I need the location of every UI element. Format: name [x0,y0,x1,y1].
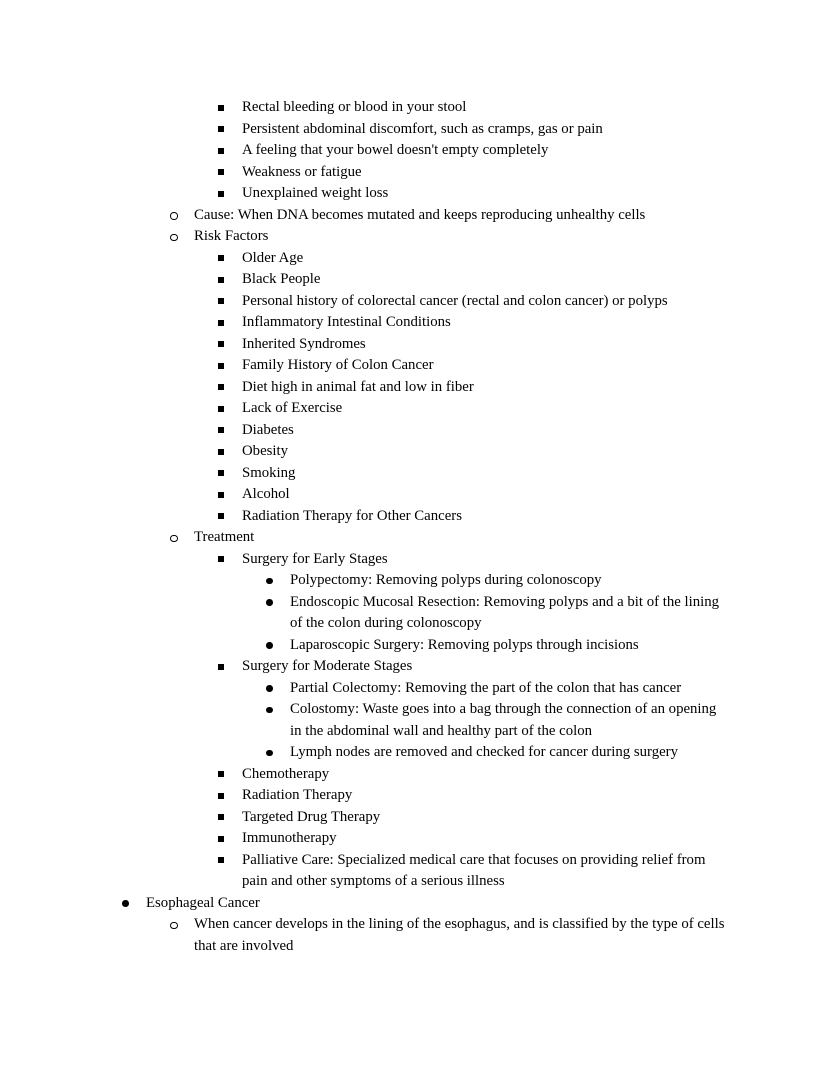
list-item [218,162,730,184]
list-item [266,635,730,657]
square-bullet-icon [218,807,242,821]
list-item-text: Persistent abdominal discomfort, such as cramps, gas or pain [242,120,603,137]
square-bullet-icon [218,97,242,111]
list-item-text: Treatment [194,529,255,545]
list-item [218,355,730,377]
list-item-text: Unexplained weight loss [242,185,389,201]
square-bullet-icon [218,140,242,154]
circle-bullet-icon [170,226,194,241]
list-item-text: Lack of Exercise [242,400,343,416]
list-item [218,377,730,399]
list-item-text: Endoscopic Mucosal Resection: Removing polyps and a bit of the lining of the colon during colonoscopy [290,593,720,631]
list-item [218,334,730,356]
square-bullet-icon [218,828,242,842]
list-item-text: Polypectomy: Removing polyps during colonoscopy [290,572,602,588]
list-item-text: Older Age [242,249,304,266]
list-item-text: Black People [242,271,321,287]
list-item [218,463,730,485]
list-item-text: Inherited Syndromes [242,335,366,352]
square-bullet-icon [218,334,242,348]
list-item-text: Immunotherapy [242,830,337,846]
square-bullet-icon [218,484,242,498]
list-item-text: Family History of Colon Cancer [242,357,434,373]
square-bullet-icon [218,441,242,455]
list-item-text: Personal history of colorectal cancer (rectal and colon cancer) or polyps [242,292,668,309]
square-bullet-icon [218,656,242,670]
list-item [170,226,730,248]
list-item [218,140,730,162]
list-item-text: Surgery for Early Stages [242,550,388,567]
list-item-text: Partial Colectomy: Removing the part of the colon that has cancer [290,679,682,696]
list-item [218,828,730,850]
list-item-text: Laparoscopic Surgery: Removing polyps through incisions [290,636,639,653]
disc-bullet-icon [266,570,290,584]
list-item-text: Colostomy: Waste goes into a bag through the connection of an opening in the abdominal wall and healthy part of the colon [290,701,717,739]
list-item-text: Smoking [242,464,296,481]
list-item [218,97,730,119]
list-item-text: Targeted Drug Therapy [242,808,381,825]
list-item [218,549,730,571]
list-item [218,420,730,442]
list-item-text: Radiation Therapy for Other Cancers [242,507,462,524]
list-item [266,592,730,635]
list-item-text: When cancer develops in the lining of the esophagus, and is classified by the type of cells that are involved [194,916,725,954]
list-item [218,441,730,463]
list-item [266,678,730,700]
square-bullet-icon [218,506,242,520]
list-item-text: Cause: When DNA becomes mutated and keeps reproducing unhealthy cells [194,206,646,223]
circle-bullet-icon [170,914,194,929]
list-item [170,205,730,227]
list-item [218,484,730,506]
list-item [218,312,730,334]
circle-bullet-icon [170,205,194,220]
square-bullet-icon [218,119,242,133]
list-item-text: Diabetes [242,421,294,438]
square-bullet-icon [218,850,242,864]
list-item-text: Palliative Care: Specialized medical care that focuses on providing relief from pain and other symptoms of a serious illness [242,851,706,889]
disc-bullet-icon [266,699,290,713]
list-item-text: Risk Factors [194,228,269,244]
list-item [266,570,730,592]
square-bullet-icon [218,549,242,563]
square-bullet-icon [218,377,242,391]
square-bullet-icon [218,420,242,434]
square-bullet-icon [218,312,242,326]
square-bullet-icon [218,463,242,477]
disc-bullet-icon [266,742,290,756]
list-item [218,248,730,270]
list-item [218,183,730,205]
square-bullet-icon [218,355,242,369]
list-item [122,893,730,915]
square-bullet-icon [218,162,242,176]
list-item [218,291,730,313]
list-item [218,764,730,786]
square-bullet-icon [218,764,242,778]
list-item-text: A feeling that your bowel doesn't empty completely [242,142,549,158]
list-item-text: Inflammatory Intestinal Conditions [242,314,451,330]
circle-bullet-icon [170,527,194,542]
list-item-text: Obesity [242,443,289,459]
list-item-text: Chemotherapy [242,765,330,782]
square-bullet-icon [218,398,242,412]
square-bullet-icon [218,183,242,197]
square-bullet-icon [218,291,242,305]
list-item-text: Lymph nodes are removed and checked for cancer during surgery [290,744,678,760]
list-item [218,119,730,141]
outline-list [0,97,730,957]
square-bullet-icon [218,248,242,262]
list-item-text: Radiation Therapy [242,787,353,803]
list-item-text: Diet high in animal fat and low in fiber [242,378,474,395]
list-item [218,785,730,807]
disc-bullet-icon [266,635,290,649]
square-bullet-icon [218,785,242,799]
list-item [170,527,730,549]
list-item [170,914,730,957]
list-item [266,699,730,742]
list-item [218,269,730,291]
list-item [218,850,730,893]
list-item [218,506,730,528]
list-item-text: Esophageal Cancer [146,894,260,911]
list-item [266,742,730,764]
list-item-text: Weakness or fatigue [242,163,362,180]
list-item [218,807,730,829]
disc-bullet-icon [266,678,290,692]
list-item [218,656,730,678]
list-item-text: Rectal bleeding or blood in your stool [242,99,467,115]
list-item-text: Surgery for Moderate Stages [242,658,413,674]
disc-bullet-icon [122,893,146,907]
list-item-text: Alcohol [242,486,290,502]
square-bullet-icon [218,269,242,283]
list-item [218,398,730,420]
disc-bullet-icon [266,592,290,606]
